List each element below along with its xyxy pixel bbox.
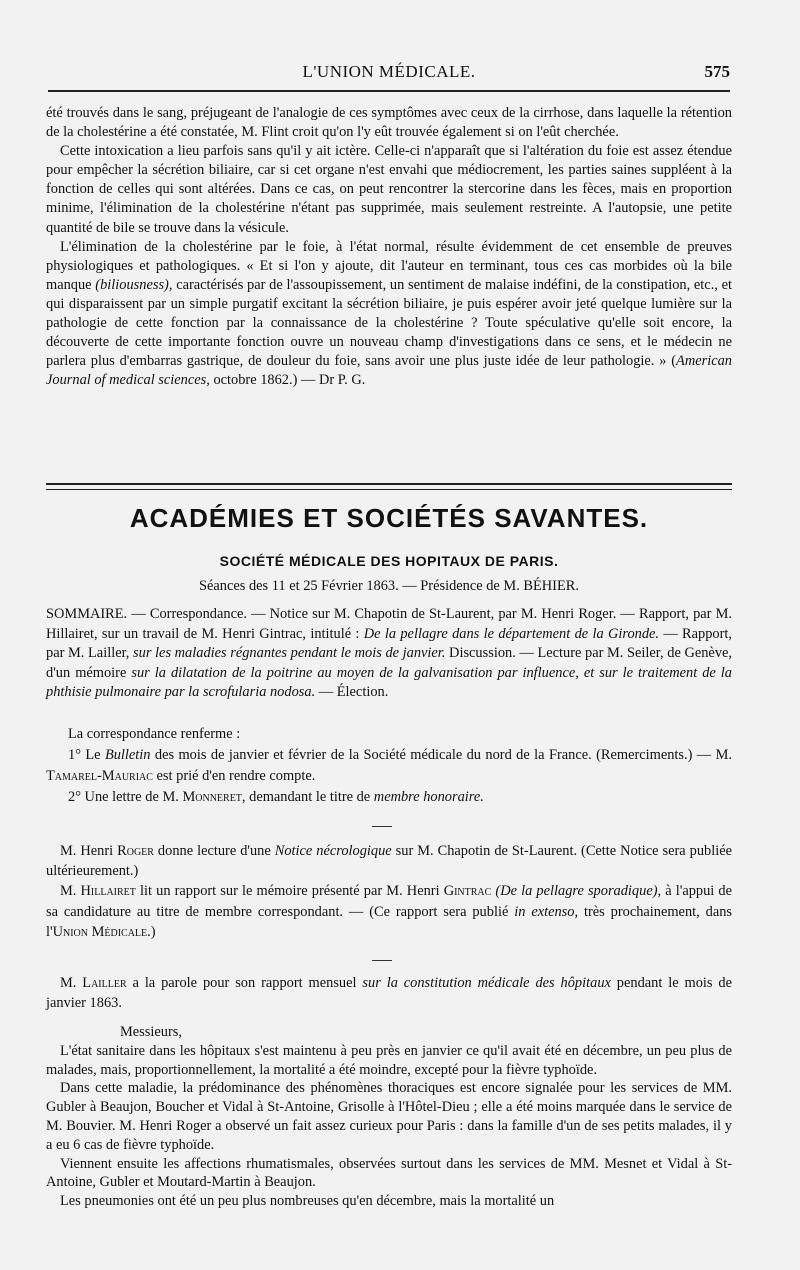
paragraph [46, 881, 732, 942]
text-run: pendant le mois de janvier 1863. [46, 975, 732, 1012]
page-header [48, 62, 730, 86]
text-run: Discussion. — Lecture par M. Seiler, de Genève, d'un mémoire [46, 645, 732, 681]
text-run: M. [60, 883, 81, 900]
journal-citation: American Journal of medical sciences, [46, 353, 732, 389]
italic-title: sur les maladies régnantes pendant le mois de janvier. [133, 645, 446, 661]
text-run: M. [60, 975, 83, 991]
italic-title: sur la dilatation de la poitrine au moyen de la galvanisation par influence, et sur le traitement de la phthisie pulmonaire par la scrofularia nodosa. [46, 664, 732, 700]
text-run: a la parole pour son rapport mensuel [126, 975, 363, 991]
report-body [46, 1023, 732, 1211]
society-heading: SOCIÉTÉ MÉDICALE DES HOPITAUX DE PARIS. [219, 553, 559, 569]
section-rule [46, 483, 732, 490]
text-run: des mois de janvier et février de la Société médicale du nord de la France. (Remerciments.) — M. [150, 747, 732, 763]
text-run: 2° Une lettre de M. [68, 789, 183, 805]
text-run: — Élection. [315, 684, 389, 700]
summary [46, 605, 732, 703]
text-run: sur M. Chapotin de St-Laurent. (Cette Notice sera publiée ultérieurement.) [46, 843, 733, 880]
correspondence-item [46, 745, 732, 787]
text-run: .) [147, 923, 156, 940]
text-run: est prié d'en rendre compte. [152, 768, 316, 784]
italic-term: Notice nécrologique [274, 843, 392, 859]
italic-term: membre honoraire. [373, 789, 484, 805]
page-number: 575 [704, 62, 730, 81]
separator-dash [372, 960, 392, 961]
paragraph: été trouvés dans le sang, préjugeant de l'analogie de ces symptômes avec ceux de la cirrhose, dans laquelle la rétention de la cholestérine a été constatée, M. Flint croit qu'on l'y eût trouvée également si on l'eût cherchée. [46, 105, 732, 141]
paragraph [46, 973, 732, 1013]
section-title: ACADÉMIES ET SOCIÉTÉS SAVANTES. [129, 503, 649, 533]
text-run: donne lecture d'une [153, 843, 275, 859]
text-run: lit un rapport sur le mémoire présenté par M. Henri [135, 883, 444, 900]
paragraph: Cette intoxication a lieu parfois sans qu'il y ait ictère. Celle-ci n'apparaît que si l'altération du foie est assez étendue pour empêcher la sécrétion biliaire, car si cet organe n'est envahi que médiocrement, les parties saines suppléent à la fonction de celles qui sont altérées. Dans ce cas, on peut rencontrer la stercorine dans les fèces, mais en proportion minime, l'élimination de la cholestérine n'étant pas supprimée, mais seulement restreinte. A l'autopsie, une petite quantité de bile se trouve dans la vésicule. [46, 143, 732, 236]
journal-name: Union Médicale [52, 923, 148, 940]
person-name: Roger [117, 843, 154, 859]
text-run: octobre 1862.) — Dr P. G. [209, 372, 366, 389]
person-name: Tamarel-Mauriac [46, 768, 153, 784]
notices [46, 841, 732, 942]
correspondence [46, 724, 732, 808]
italic-title: sur la constitution médicale des hôpitaux [362, 975, 611, 991]
italic-term: in extenso, [514, 903, 579, 920]
text-run: très prochainement, dans l' [46, 903, 733, 940]
salutation: Messieurs, [120, 1024, 182, 1040]
separator-dash [372, 826, 392, 827]
italic-title: (De la pellagre sporadique) [491, 883, 658, 900]
text-run: , demandant le titre de [241, 789, 374, 805]
person-name: Monneret [182, 789, 242, 805]
sessions-line: Séances des 11 et 25 Février 1863. — Présidence de M. BÉHIER. [199, 578, 579, 594]
italic-term: (biliousness) [95, 276, 169, 293]
text-run: , caractérisés par de l'assoupissement, un sentiment de malaise indéfini, de la constipation, etc., et qui disparaissent par un simple purgatif excitant la sécrétion biliaire, je puis espérer avoir jeté quelque lumière sur la pathologie de cette fonction par la connaissance de la cholestérine ? Toute spéculative qu'elle soit encore, la découverte de cette importante fonction ouvre un nouveau champ d'investigations dans ce sens, et le médecin ne parlera plus d'embarras gastrique, de douleur du foie, sans avoir une plus juste idée de leur pathologie. » ( [46, 276, 733, 370]
report-intro [46, 973, 732, 1013]
text-run: 1° Le [68, 747, 105, 763]
paragraph [46, 841, 732, 881]
text-run: — Rapport, par M. Lailler, [46, 625, 733, 661]
person-name: Lailler [82, 975, 127, 991]
paragraph: Dans cette maladie, la prédominance des phénomènes thoraciques est encore signalée pour les services de MM. Gubler à Beaujon, Boucher et Vidal à St-Antoine, Grisolle à l'Hôtel-Dieu ; elle a été moins marquée dans le service de M. Bouvier. M. Henri Roger a observé un fait assez curieux pour Paris : dans la famille d'un de ses petits malades, il y a eu 6 cas de fièvre typhoïde. [46, 1080, 732, 1153]
italic-title: De la pellagre dans le département de la Gironde. [363, 625, 660, 642]
header-rule [48, 90, 730, 92]
italic-term: Bulletin [104, 747, 151, 763]
correspondence-intro: La correspondance renferme : [68, 726, 241, 742]
paragraph: Les pneumonies ont été un peu plus nombreuses qu'en décembre, mais la mortalité un [60, 1193, 555, 1210]
person-name: Hillairet [80, 883, 136, 900]
person-name: Gintrac [443, 883, 492, 900]
text-run: L'élimination de la cholestérine par le foie, à l'état normal, résulte évidemment de cet ensemble de preuves physiologiques et pathologiques. « Et si l'on y ajoute, dit l'auteur en terminant, tous ces cas morbides où la bile manque [46, 238, 732, 293]
paragraph [46, 238, 732, 391]
correspondence-item [46, 787, 732, 808]
summary-paragraph [46, 605, 732, 703]
text-run: M. Henri [60, 843, 118, 859]
text-run: , à l'appui de sa candidature au titre de membre correspondant. — (Ce rapport sera publié [46, 883, 732, 920]
text-run: — Correspondance. — Notice sur M. Chapotin de St-Laurent, par M. Henri Roger. — Rapport, par M. Hillairet, sur un travail de M. Henri Gintrac, intitulé : [46, 606, 732, 642]
running-title: L'UNION MÉDICALE. [302, 62, 476, 81]
paragraph: L'état sanitaire dans les hôpitaux s'est maintenu à peu près en janvier ce qu'il avait été en décembre, un peu plus de malades, mais, proportionnellement, la mortalité a été moindre, excepté pour la fièvre typhoïde. [46, 1042, 732, 1078]
article-continuation [46, 104, 732, 390]
paragraph: Viennent ensuite les affections rhumatismales, observées surtout dans les services de MM. Mesnet et Vidal à St-Antoine, Gubler et Moutard-Martin à Beaujon. [46, 1155, 732, 1191]
summary-lead: SOMMAIRE. [46, 606, 128, 622]
